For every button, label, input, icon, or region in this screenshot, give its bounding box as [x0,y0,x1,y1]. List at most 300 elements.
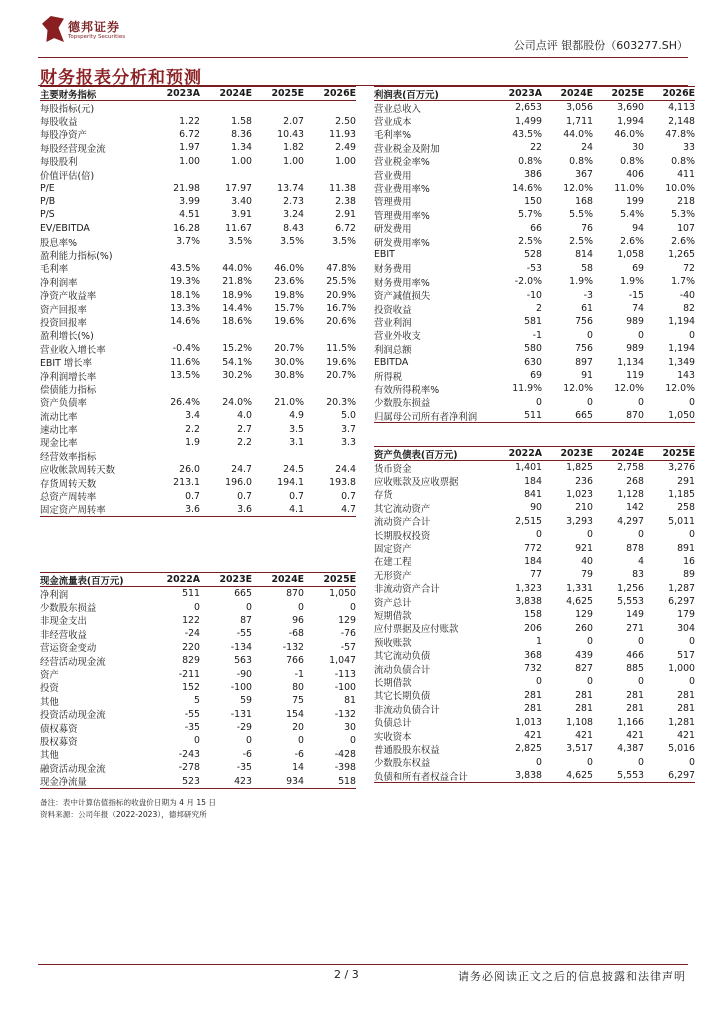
indicators-row [40,503,356,516]
income-row [374,155,695,168]
indicators-row [40,128,356,141]
balance-cell: 4,625 [566,596,593,608]
indicators-cell: 194.1 [277,477,304,489]
income-cell: 0 [638,396,644,408]
balance-cell: 149 [626,609,644,621]
indicators-row-label: 营业收入增长率 [40,344,106,356]
cashflow-cell: 934 [286,775,304,787]
cashflow-row-label: 经营活动现金流 [40,656,106,668]
income-cell: 580 [524,343,542,355]
cashflow-year-header: 2025E [323,574,356,585]
indicators-cell: 0.7 [341,490,356,502]
income-row [374,181,695,194]
cashflow-row-label: 非现金支出 [40,616,87,628]
balance-cell: 281 [626,703,644,715]
income-cell: 1.9% [620,276,644,288]
cashflow-row-label: 债权募资 [40,723,78,735]
indicators-cell: 21.98 [173,182,200,194]
indicators-cell: 19.6% [326,356,356,368]
indicators-cell: 46.0% [274,262,304,274]
source-note: 资料来源：公司年报（2022-2023），德邦研究所 [40,810,207,819]
income-row [374,248,695,261]
balance-cell: 268 [626,475,644,487]
balance-sheet-table [374,446,695,783]
indicators-row-label: 速动比率 [40,425,78,437]
cashflow-cell: -6 [294,748,304,760]
income-row-label: 少数股东损益 [374,398,431,410]
indicators-row-label: 每股净资产 [40,130,87,142]
indicators-cell: 15.2% [222,343,252,355]
cashflow-row [40,694,356,707]
indicators-cell: 8.36 [231,128,252,140]
indicators-cell: 2.7 [237,423,252,435]
indicators-cell: 20.7% [274,343,304,355]
income-cell: 0.8% [518,155,542,167]
cashflow-row [40,667,356,680]
balance-cell: 0 [536,676,542,688]
balance-cell: 3,838 [515,596,542,608]
balance-row-label: 存货 [374,490,393,502]
cashflow-cell: 152 [182,681,200,693]
income-cell: 406 [626,169,644,181]
cashflow-cell: 829 [182,655,200,667]
income-cell: 0.8% [569,155,593,167]
indicators-cell: 3.5% [280,236,304,248]
cashflow-cell: -1 [294,668,304,680]
cashflow-cell: 511 [182,588,200,600]
income-cell: 1,711 [566,115,593,127]
balance-row [374,555,695,568]
balance-row-label: 应付票据及应付账款 [374,624,459,636]
indicators-cell: 3.6 [185,503,200,515]
balance-row [374,756,695,769]
indicators-cell: 18.9% [222,289,252,301]
cashflow-cell: -131 [230,708,252,720]
income-cell: 14.6% [512,182,542,194]
indicators-cell: 20.9% [326,289,356,301]
cashflow-row-label: 投资 [40,683,59,695]
footer-divider [38,964,688,965]
indicators-row [40,288,356,301]
income-cell: 10.0% [665,182,695,194]
balance-cell: 258 [677,502,695,514]
income-year-header: 2025E [611,88,644,99]
cashflow-row [40,721,356,734]
balance-cell: 732 [524,663,542,675]
balance-cell: 0 [587,756,593,768]
company-logo [42,16,142,44]
indicators-row [40,235,356,248]
income-cell: 2,148 [668,115,695,127]
balance-cell: 421 [626,730,644,741]
indicators-year-header: 2023A [166,88,200,99]
income-row [374,114,695,127]
balance-cell: 0 [587,529,593,541]
balance-row-label: 其它流动负债 [374,651,431,663]
balance-row [374,648,695,661]
indicators-row-label: 现金比率 [40,438,78,450]
cashflow-cell: 0 [350,601,356,613]
balance-cell: 281 [575,703,593,715]
indicators-cell: 11.67 [225,222,252,234]
balance-row [374,528,695,541]
cashflow-cell: 523 [182,775,200,787]
balance-row-label: 流动资产合计 [374,517,431,529]
income-cell: 5.7% [518,209,542,221]
balance-row [374,622,695,635]
income-row [374,409,695,422]
income-row [374,128,695,141]
income-row [374,208,695,221]
cashflow-row [40,587,356,600]
indicators-row-label: 净资产收益率 [40,291,97,303]
income-cell: 2 [536,303,542,315]
indicators-row-label: 盈利能力指标(%) [40,251,113,262]
indicators-cell: 3.5% [228,236,252,248]
indicators-cell: 20.3% [326,396,356,408]
indicators-row-label: 经营效率指标 [40,451,97,463]
balance-cell: 421 [575,730,593,741]
cashflow-cell: 518 [338,775,356,787]
cashflow-row [40,774,356,787]
cashflow-cell: 0 [246,601,252,613]
income-cell: 367 [575,169,593,181]
balance-row-label: 长期股权投资 [374,530,431,542]
balance-row-label: 普通股股东权益 [374,744,440,756]
indicators-cell: 6.72 [179,128,200,140]
income-row-label: 归属母公司所有者净利润 [374,411,478,423]
balance-cell: 79 [581,569,593,581]
cash-flow-table [40,572,356,789]
indicators-cell: 21.0% [274,396,304,408]
income-cell: 0.8% [620,155,644,167]
income-row-label: 营业费用率% [374,184,430,196]
income-cell: 2.5% [569,236,593,248]
balance-year-header: 2025E [662,448,695,459]
balance-row [374,501,695,514]
income-cell: 1,058 [617,249,644,261]
income-cell: 46.0% [614,128,644,140]
cashflow-year-header: 2022A [166,574,200,585]
balance-row-label: 非流动资产合计 [374,584,440,596]
cashflow-row [40,627,356,640]
indicators-cell: 19.3% [170,276,200,288]
income-year-header: 2024E [560,88,593,99]
indicators-row [40,409,356,422]
indicators-row [40,396,356,409]
cashflow-cell: -243 [178,748,200,760]
page-title: 财务报表分析和预测 [40,68,202,88]
balance-cell: 421 [677,730,695,741]
income-cell: 0 [689,396,695,408]
header-divider [38,57,688,58]
balance-row [374,461,695,474]
indicators-row [40,449,356,462]
cashflow-cell: 0 [246,735,252,747]
cashflow-row [40,681,356,694]
cashflow-row [40,748,356,761]
income-cell: 756 [575,343,593,355]
balance-cell: 6,297 [668,770,695,782]
balance-cell: 0 [638,756,644,768]
indicators-cell: 16.28 [173,222,200,234]
indicators-cell: 1.97 [179,142,200,154]
indicators-cell: 2.91 [335,209,356,221]
cashflow-title: 现金流量表(百万元) [40,575,124,587]
indicators-row-label: 投资回报率 [40,317,87,329]
income-cell: 3,690 [617,102,644,114]
income-row-label: 管理费用 [374,197,412,209]
income-cell: 43.5% [512,128,542,140]
cashflow-cell: -35 [184,722,200,734]
balance-cell: 184 [524,555,542,567]
cashflow-cell: 59 [240,695,252,707]
balance-cell: 271 [626,622,644,634]
cashflow-row [40,654,356,667]
income-cell: 47.8% [665,128,695,140]
income-cell: 2.5% [518,236,542,248]
indicators-year-header: 2024E [219,88,252,99]
valuation-note: 备注：表中计算估值指标的收盘价日期为 4 月 15 日 [40,798,217,807]
legal-disclaimer: 请务必阅读正文之后的信息披露和法律声明 [458,970,686,983]
logo-mark-icon [42,16,64,42]
indicators-row-label: 每股收益 [40,117,78,129]
income-cell: 2.6% [620,236,644,248]
income-title: 利润表(百万元) [374,89,439,101]
indicators-row [40,275,356,288]
indicators-cell: 24.0% [222,396,252,408]
income-header-row [374,86,695,101]
income-cell: 1.7% [671,276,695,288]
balance-cell: 3,293 [566,515,593,527]
balance-cell: 5,553 [617,596,644,608]
income-cell: 11.0% [614,182,644,194]
indicators-cell: 3.99 [179,195,200,207]
balance-row [374,702,695,715]
indicators-row [40,489,356,502]
indicators-row-label: 固定资产周转率 [40,505,106,517]
indicators-cell: 21.8% [222,276,252,288]
balance-row-label: 少数股东权益 [374,758,431,770]
indicators-row [40,262,356,275]
indicators-cell: 44.0% [222,262,252,274]
indicators-row [40,369,356,382]
cashflow-cell: -132 [334,708,356,720]
income-row [374,342,695,355]
income-cell: -1 [532,329,542,341]
indicators-cell: 3.6 [237,503,252,515]
balance-row [374,595,695,608]
balance-cell: 0 [638,529,644,541]
balance-cell: 1,331 [566,582,593,594]
income-row-label: EBIT [374,249,395,261]
indicators-cell: 19.8% [274,289,304,301]
income-row [374,355,695,368]
balance-cell: 210 [575,502,593,514]
balance-cell: 5,553 [617,770,644,782]
indicators-cell: 4.7 [341,503,356,515]
cashflow-row-label: 现金净流量 [40,777,87,789]
income-cell: 91 [581,370,593,381]
income-cell: 5.5% [569,209,593,221]
cashflow-row-label: 非经营收益 [40,629,87,641]
income-cell: 12.0% [563,182,593,194]
cashflow-cell: 81 [344,695,356,707]
income-cell: 4,113 [668,102,695,114]
cashflow-cell: -55 [236,628,252,640]
balance-cell: 1,401 [515,462,542,474]
balance-row [374,729,695,742]
cashflow-row-label: 股权募资 [40,737,78,748]
indicators-row-label: EV/EBITDA [40,222,90,234]
cashflow-cell: 0 [298,735,304,747]
indicators-cell: 0.7 [237,490,252,502]
indicators-row [40,329,356,342]
balance-cell: 3,517 [566,743,593,755]
balance-cell: 281 [677,689,695,701]
indicators-cell: 196.0 [225,477,252,489]
income-row [374,315,695,328]
income-cell: 756 [575,316,593,328]
income-row-label: 利润总额 [374,344,412,356]
indicators-cell: 18.1% [170,289,200,301]
balance-row-label: 应收账款及应收票据 [374,477,459,489]
income-cell: -15 [628,289,644,301]
indicators-row [40,302,356,315]
income-cell: 82 [683,303,695,315]
income-row-label: 有效所得税率% [374,384,440,396]
income-cell: 989 [626,343,644,355]
indicators-row [40,315,356,328]
income-cell: 0 [536,396,542,408]
indicators-cell: 10.43 [277,128,304,140]
income-cell: 814 [575,249,593,261]
indicators-row [40,222,356,235]
income-row-label: EBITDA [374,356,409,368]
income-row-label: 营业外收支 [374,331,421,343]
indicators-row-label: 偿债能力指标 [40,384,97,396]
income-row [374,141,695,154]
income-cell: 24 [581,142,593,154]
indicators-row-label: 每股指标(元) [40,103,95,115]
indicators-cell: 43.5% [170,262,200,274]
indicators-cell: 25.5% [326,276,356,288]
income-row [374,195,695,208]
balance-cell: 0 [536,529,542,541]
income-cell: 199 [626,195,644,207]
indicators-cell: 3.5% [332,236,356,248]
cashflow-cell: -29 [236,722,252,734]
balance-row [374,635,695,648]
income-cell: 30 [632,142,644,154]
income-cell: 386 [524,169,542,181]
indicators-row [40,342,356,355]
balance-cell: 0 [638,636,644,648]
balance-cell: 1,287 [668,582,695,594]
balance-row [374,582,695,595]
cashflow-cell: -278 [178,762,200,774]
cashflow-row-label: 少数股东损益 [40,603,97,615]
income-row-label: 营业总收入 [374,103,421,115]
balance-cell: 89 [683,569,695,581]
indicators-cell: 11.6% [170,356,200,368]
income-cell: 528 [524,249,542,261]
income-cell: 76 [581,222,593,234]
income-cell: 1,134 [617,356,644,368]
cashflow-cell: 30 [344,722,356,734]
balance-cell: 1,256 [617,582,644,594]
income-cell: 1,265 [668,249,695,261]
indicators-row-label: 每股股利 [40,157,78,169]
balance-cell: 0 [689,636,695,648]
indicators-row-label: 流动比率 [40,411,78,423]
indicators-cell: 3.5 [289,423,304,435]
income-row-label: 营业成本 [374,117,412,129]
income-year-header: 2023A [508,88,542,99]
indicators-cell: 16.7% [326,303,356,315]
cashflow-row-label: 净利润 [40,589,69,601]
income-cell: 897 [575,356,593,368]
indicators-cell: 11.5% [326,343,356,355]
balance-row-label: 预收账款 [374,637,412,649]
balance-row-label: 长期借款 [374,677,412,689]
indicators-cell: 1.9 [185,436,200,448]
balance-row-label: 其它长期负债 [374,691,431,703]
income-row [374,288,695,301]
indicators-row [40,155,356,168]
balance-row-label: 固定资产 [374,544,412,556]
income-row [374,222,695,235]
indicators-row [40,181,356,194]
cashflow-row [40,708,356,721]
income-cell: 630 [524,356,542,368]
balance-cell: 827 [575,663,593,675]
balance-year-header: 2023E [560,448,593,459]
indicators-cell: 47.8% [326,262,356,274]
income-cell: 61 [581,303,593,315]
indicators-cell: 3.1 [289,436,304,448]
balance-row [374,689,695,702]
balance-cell: 1 [536,636,542,648]
income-row-label: 营业税金及附加 [374,143,440,155]
cashflow-row [40,761,356,774]
cashflow-cell: -57 [340,641,356,653]
indicators-row-label: 每股经营现金流 [40,143,106,155]
cashflow-row-label: 其他 [40,750,59,762]
balance-row [374,541,695,554]
balance-cell: 291 [677,475,695,487]
cashflow-cell: 122 [182,614,200,626]
balance-cell: 206 [524,622,542,634]
balance-row-label: 实收资本 [374,731,412,743]
indicators-cell: 0.7 [289,490,304,502]
indicators-row [40,114,356,127]
cashflow-cell: 1,050 [329,588,356,600]
indicators-cell: 3.4 [185,410,200,422]
indicators-row-label: 毛利率 [40,264,69,276]
cashflow-cell: -90 [236,668,252,680]
balance-cell: 6,297 [668,596,695,608]
indicators-year-header: 2026E [323,88,356,99]
indicators-title: 主要财务指标 [40,89,97,101]
income-row-label: 资产减值损失 [374,291,431,303]
income-cell: 69 [632,262,644,274]
cashflow-row [40,734,356,747]
indicators-cell: 17.97 [225,182,252,194]
indicators-cell: 54.1% [222,356,252,368]
indicators-cell: 1.00 [231,155,252,167]
income-row-label: 财务费用率% [374,277,430,289]
